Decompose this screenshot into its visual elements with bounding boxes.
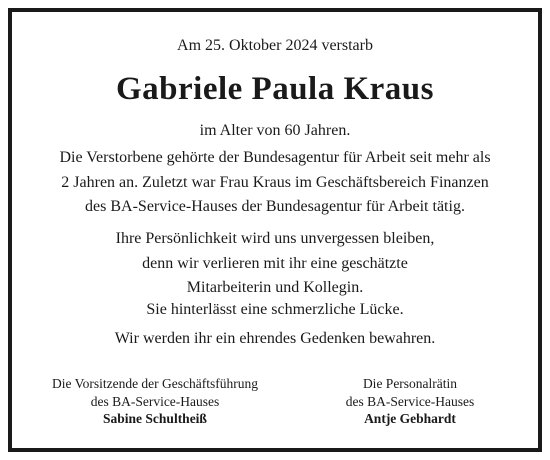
intro-line: Am 25. Oktober 2024 verstarb xyxy=(177,37,373,54)
paragraph-career-line: 2 Jahren an. Zuletzt war Frau Kraus im Geschäftsbereich Finanzen xyxy=(61,173,489,191)
paragraph-career-line: Die Verstorbene gehörte der Bundesagentur für Arbeit seit mehr als xyxy=(59,149,491,166)
paragraph-remembrance-line: Mitarbeiterin und Kollegin. xyxy=(186,279,364,296)
signature-block-staff-council xyxy=(300,375,520,428)
paragraph-career-line: des BA-Service-Hauses der Bundesagentur für Arbeit tätig. xyxy=(85,198,465,215)
signature-role: Die Vorsitzende der Geschäftsführung xyxy=(51,376,259,391)
paragraph-memory: Wir werden ihr ein ehrendes Gedenken bewahren. xyxy=(114,330,436,347)
paragraph-remembrance-line: Ihre Persönlichkeit wird uns unvergessen bleiben, xyxy=(115,230,435,247)
deceased-name: Gabriele Paula Kraus xyxy=(116,71,434,107)
age-line: im Alter von 60 Jahren. xyxy=(199,122,351,139)
signature-block-ceo xyxy=(30,375,280,428)
signature-org: des BA-Service-Hauses xyxy=(90,393,220,409)
signature-name: Sabine Schultheiß xyxy=(103,411,207,426)
paragraph-remembrance xyxy=(0,227,550,301)
signature-role: Die Personalrätin xyxy=(362,376,458,391)
paragraph-remembrance-line: denn wir verlieren mit ihr eine geschätzte xyxy=(142,254,408,272)
signature-org: des BA-Service-Hauses xyxy=(345,393,475,409)
paragraph-career xyxy=(0,146,550,220)
paragraph-loss: Sie hinterlässt eine schmerzliche Lücke. xyxy=(146,301,404,318)
signature-name: Antje Gebhardt xyxy=(364,411,456,426)
